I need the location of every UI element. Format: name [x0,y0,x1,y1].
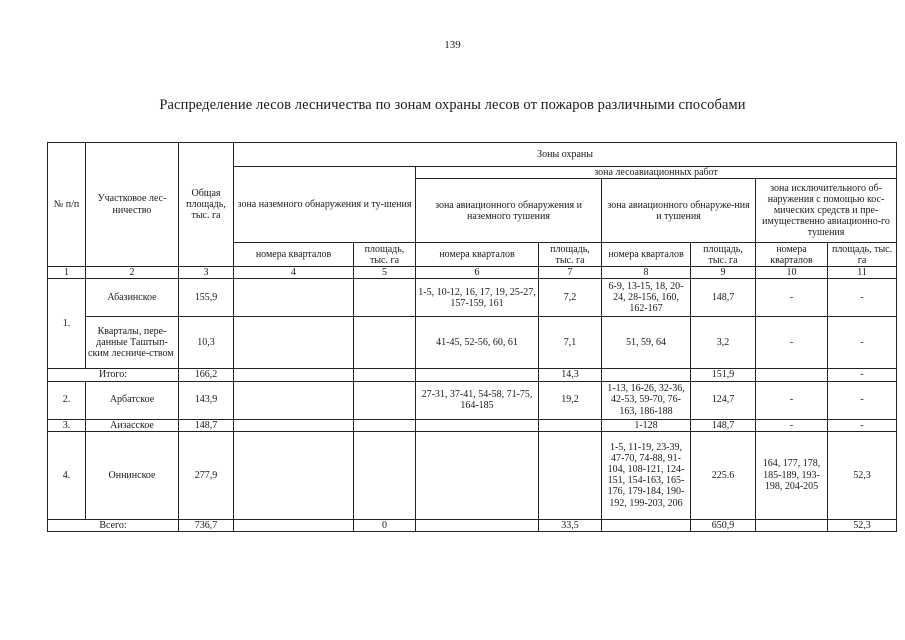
row-num: 1. [48,279,86,369]
aerial-area: 148,7 [691,279,756,317]
row-name: Абазинское [86,279,179,317]
ground-quarters [234,279,354,317]
table-row [48,381,897,419]
subtotal-label: Итого: [48,369,179,381]
aerial-area: 148,7 [691,419,756,431]
aerial-quarters: 1-5, 11-19, 23-39, 47-70, 74-88, 91-104, 108-121, 124-151, 154-163, 165-176, 179-184, 190-192, 199-203, 206 [602,431,691,519]
empty-cell [602,369,691,381]
table-row [48,279,897,317]
header-district: Участковое лес-ничество [86,143,179,267]
row-total: 143,9 [179,381,234,419]
ground-quarters [234,381,354,419]
total-row [48,519,897,531]
empty-cell [416,419,539,431]
grand-total: 736,7 [179,519,234,531]
aerial-quarters: 6-9, 13-15, 18, 20-24, 28-156, 160, 162-167 [602,279,691,317]
ground-area [354,431,416,519]
column-number: 11 [828,267,897,279]
empty-cell [234,419,354,431]
empty-cell [354,419,416,431]
header-space-zone: зона исключительного об-наружения с помощью кос-мических средств и пре-имущественно авиационно-го тушения [756,179,897,243]
space-quarters: - [756,279,828,317]
table-row [48,317,897,369]
aerial-ground-quarters: 1-5, 10-12, 16, 17, 19, 25-27, 157-159, 161 [416,279,539,317]
row-num: 3. [48,419,86,431]
column-number: 10 [756,267,828,279]
header-ground-zone: зона наземного обнаружения и ту-шения [234,167,416,243]
document-title: Распределение лесов лесничества по зонам охраны лесов от пожаров различными способами [159,97,746,113]
empty-cell [756,369,828,381]
space-area: - [828,279,897,317]
empty-cell [756,519,828,531]
header-area: площадь, тыс. га [691,243,756,267]
empty-cell [539,419,602,431]
column-number: 3 [179,267,234,279]
row-name: Оннинское [86,431,179,519]
forest-zones-table [47,142,897,532]
ground-area [354,279,416,317]
space-area: - [828,381,897,419]
column-number: 9 [691,267,756,279]
row-name: Арбатское [86,381,179,419]
row-total: 10,3 [179,317,234,369]
aerial-ground-area [539,431,602,519]
table-row [48,419,897,431]
row-num: 4. [48,431,86,519]
aerial-area: 124,7 [691,381,756,419]
aerial-ground-area: 7,2 [539,279,602,317]
empty-cell [602,519,691,531]
aerial-quarters: 1-128 [602,419,691,431]
subtotal-aerial-ground-area: 14,3 [539,369,602,381]
ground-area [354,381,416,419]
aerial-ground-area: 7,1 [539,317,602,369]
header-num: № п/п [48,143,86,267]
row-total: 155,9 [179,279,234,317]
header-quarters: номера кварталов [234,243,354,267]
subtotal-space-area: - [828,369,897,381]
space-quarters: 164, 177, 178, 185-189, 193-198, 204-205 [756,431,828,519]
row-total: 148,7 [179,419,234,431]
header-aerial-ground-zone: зона авиационного обнаружения и наземного тушения [416,179,602,243]
empty-cell [416,519,539,531]
table-row [48,431,897,519]
aerial-quarters: 51, 59, 64 [602,317,691,369]
aerial-area: 3,2 [691,317,756,369]
header-quarters: номера кварталов [756,243,828,267]
header-quarters: номера кварталов [416,243,539,267]
subtotal-aerial-area: 151,9 [691,369,756,381]
row-num: 2. [48,381,86,419]
ground-quarters [234,317,354,369]
header-area: площадь, тыс. га [828,243,897,267]
row-total: 277,9 [179,431,234,519]
total-ground-area: 0 [354,519,416,531]
space-area: 52,3 [828,431,897,519]
aerial-ground-area: 19,2 [539,381,602,419]
empty-cell [234,519,354,531]
header-area: площадь, тыс. га [354,243,416,267]
page-number: 139 [444,39,461,51]
header-zones: Зоны охраны [234,143,897,167]
aerial-ground-quarters: 41-45, 52-56, 60, 61 [416,317,539,369]
space-quarters: - [756,381,828,419]
column-number: 8 [602,267,691,279]
empty-cell [354,369,416,381]
header-area: площадь, тыс. га [539,243,602,267]
header-aerial-zone: зона авиационного обнаруже-ния и тушения [602,179,756,243]
aerial-area: 225.6 [691,431,756,519]
empty-cell [416,369,539,381]
column-number-row [48,267,897,279]
total-space-area: 52,3 [828,519,897,531]
total-label: Всего: [48,519,179,531]
space-area: - [828,419,897,431]
space-quarters: - [756,317,828,369]
column-number: 4 [234,267,354,279]
row-name: Кварталы, пере-данные Таштып-ским лесниче-ством [86,317,179,369]
total-aerial-area: 650,9 [691,519,756,531]
header-aviation-works: зона лесоавиационных работ [416,167,897,179]
column-number: 1 [48,267,86,279]
header-total-area: Общая площадь, тыс. га [179,143,234,267]
empty-cell [234,369,354,381]
subtotal-total: 166,2 [179,369,234,381]
aerial-quarters: 1-13, 16-26, 32-36, 42-53, 59-70, 76-163, 186-188 [602,381,691,419]
aerial-ground-quarters [416,431,539,519]
column-number: 5 [354,267,416,279]
column-number: 2 [86,267,179,279]
subtotal-row [48,369,897,381]
space-quarters: - [756,419,828,431]
column-number: 6 [416,267,539,279]
total-aerial-ground-area: 33,5 [539,519,602,531]
header-quarters: номера кварталов [602,243,691,267]
column-number: 7 [539,267,602,279]
aerial-ground-quarters: 27-31, 37-41, 54-58, 71-75, 164-185 [416,381,539,419]
ground-area [354,317,416,369]
ground-quarters [234,431,354,519]
row-name: Аизасское [86,419,179,431]
space-area: - [828,317,897,369]
